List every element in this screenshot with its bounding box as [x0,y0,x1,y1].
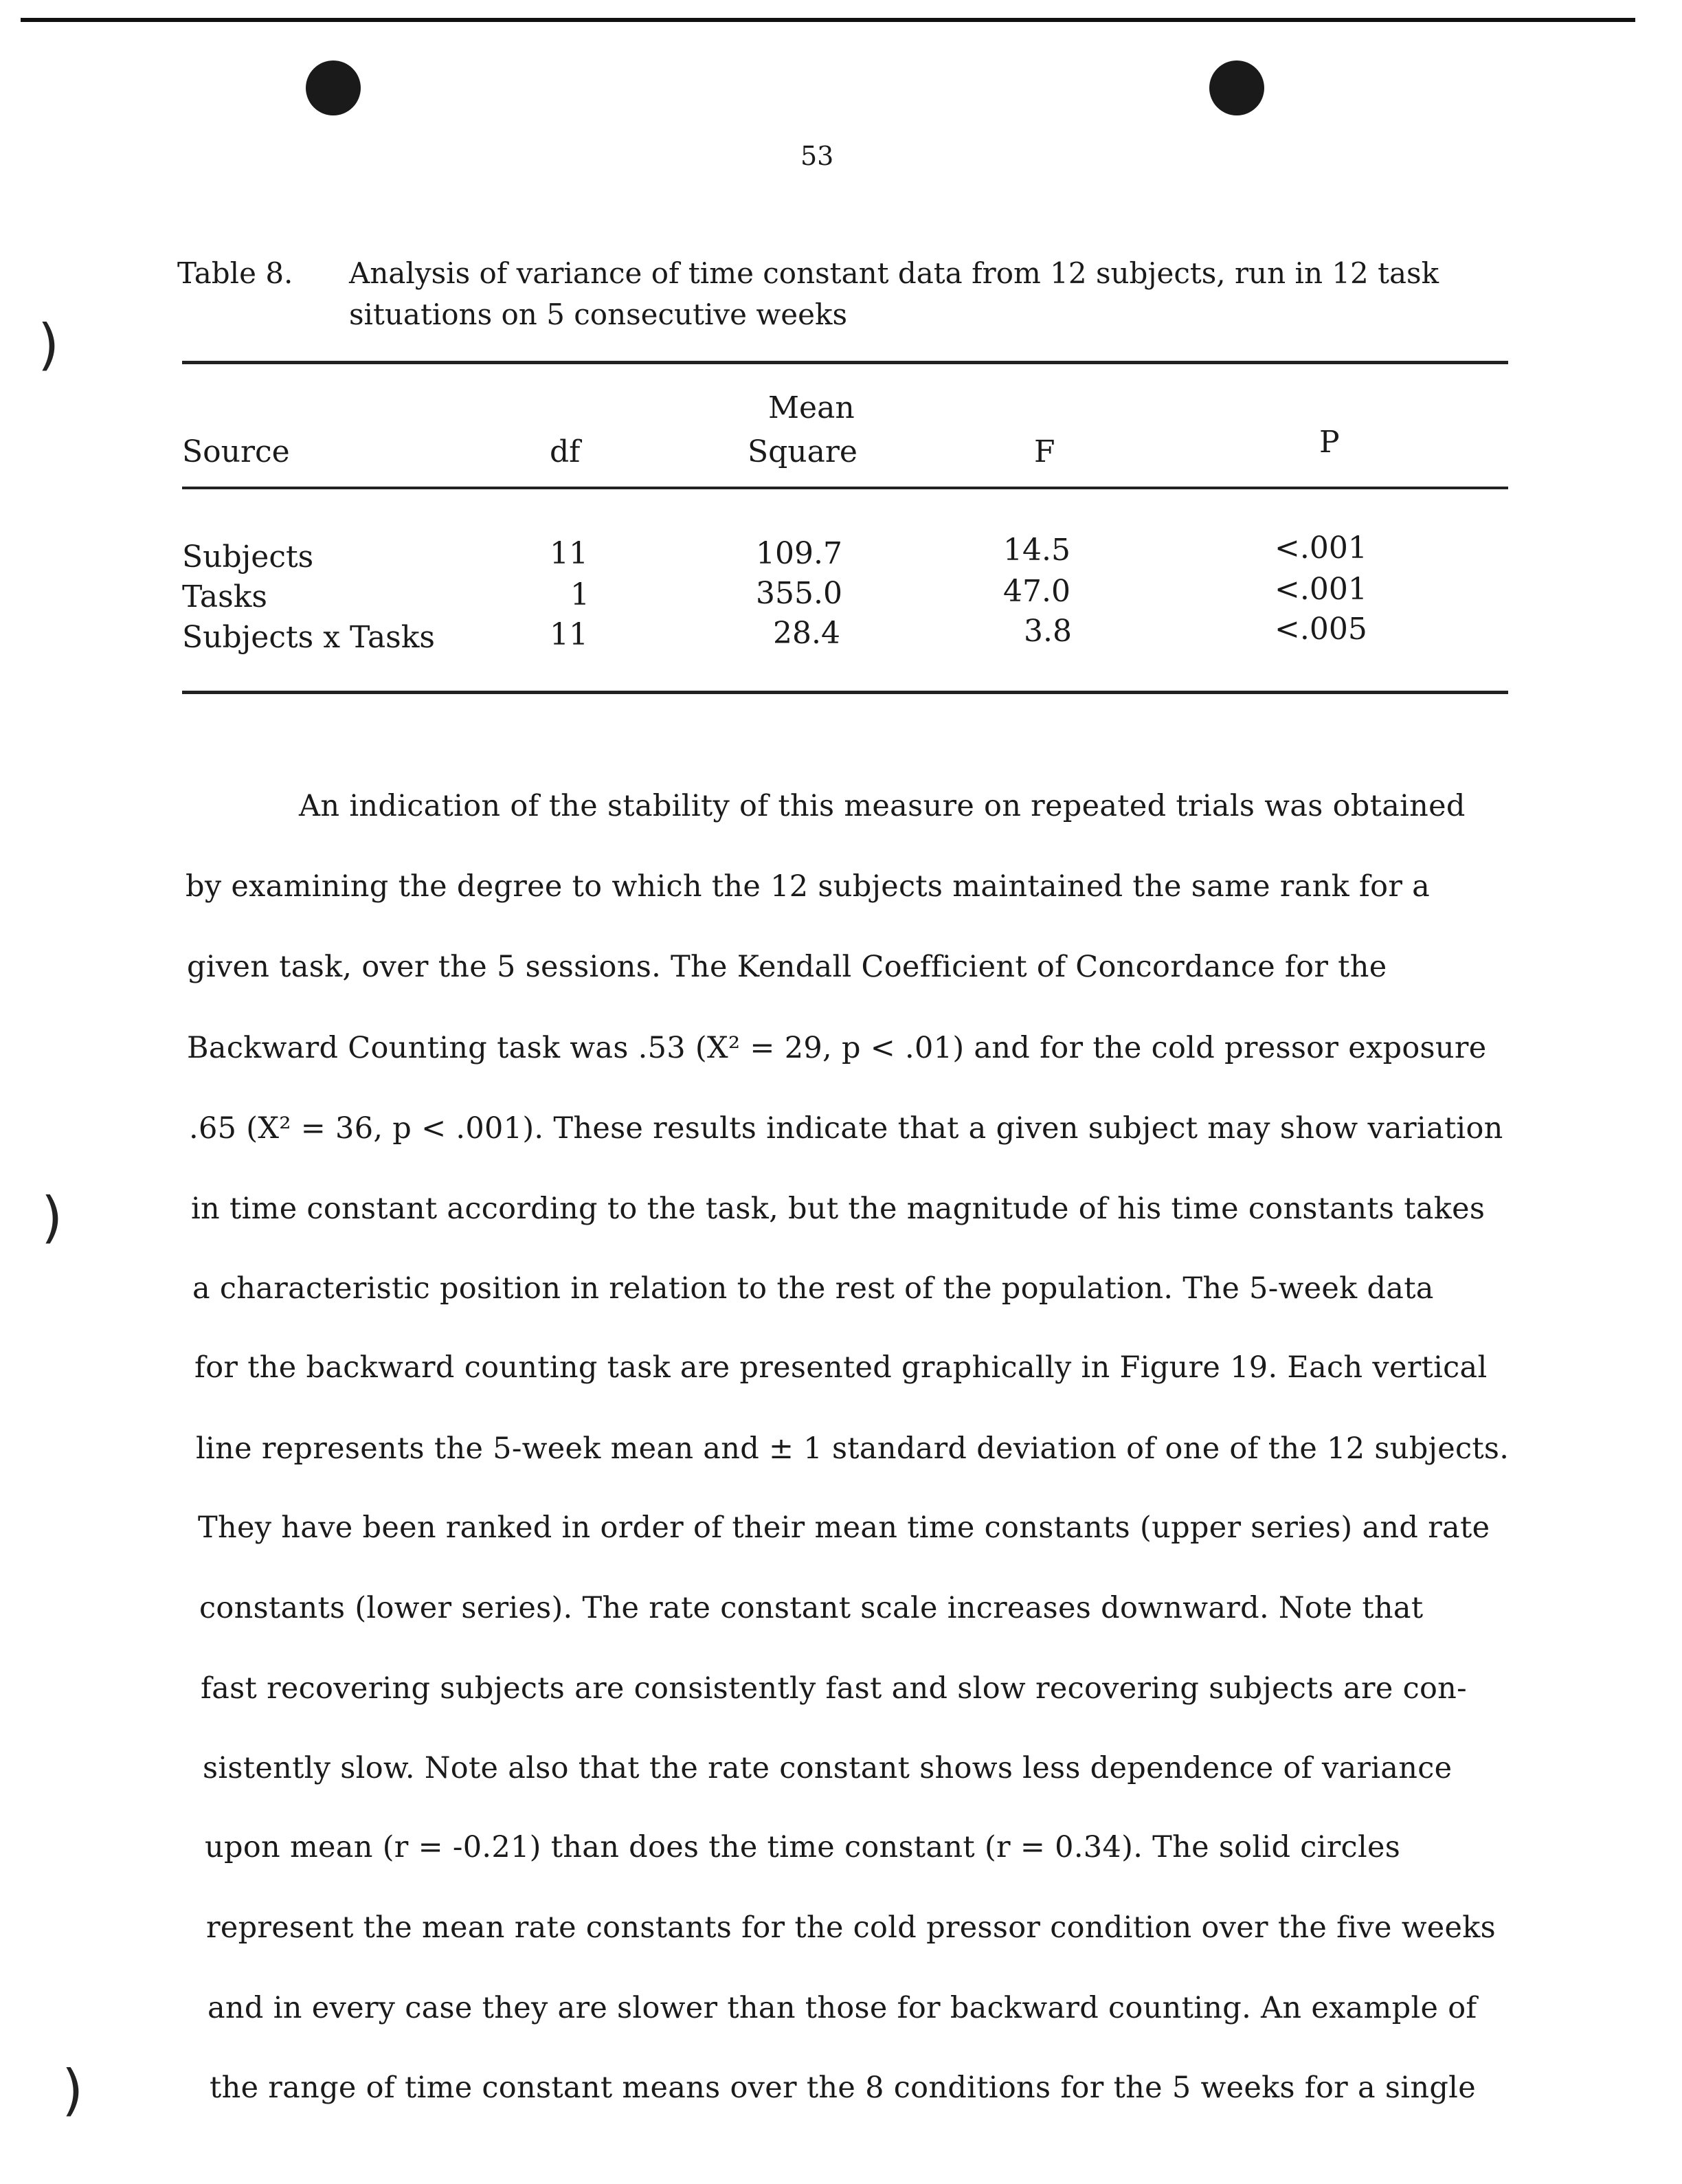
cell-df: 11 [550,617,588,652]
cell-mean-square: 109.7 [756,536,842,571]
paragraph-line: in time constant according to the task, but the magnitude of his time constants takes [191,1192,1485,1226]
margin-mark-2: ) [41,1185,63,1249]
cell-df: 1 [570,577,590,612]
top-border-line [21,18,1635,22]
header-mean-square-line2: Square [748,434,857,469]
paragraph-line: sistently slow. Note also that the rate constant shows less dependence of variance [203,1751,1453,1785]
paragraph-line: They have been ranked in order of their mean time constants (upper series) and rate [198,1511,1490,1545]
table-bottom-rule [182,691,1508,694]
header-p: P [1319,425,1340,460]
cell-df: 11 [550,536,588,571]
cell-source: Subjects x Tasks [182,620,436,655]
table-top-rule [182,361,1508,364]
table-caption-label: Table 8. [177,256,293,290]
paragraph-line: for the backward counting task are presented graphically in Figure 19. Each vertical [194,1350,1488,1385]
cell-source: Subjects [182,539,314,575]
binder-hole-right [1209,60,1264,115]
header-df: df [550,434,581,469]
binder-hole-left [306,60,361,115]
paragraph-line: line represents the 5-week mean and ± 1 standard deviation of one of the 12 subjects. [196,1431,1510,1466]
header-source: Source [182,434,290,469]
paragraph-line: .65 (X² = 36, p < .001). These results indicate that a given subject may show variation [189,1111,1503,1146]
cell-p: <.005 [1275,612,1367,647]
margin-mark-3: ) [62,2058,84,2122]
paragraph-line: upon mean (r = -0.21) than does the time constant (r = 0.34). The solid circles [205,1830,1401,1864]
paragraph-line: the range of time constant means over the 8 conditions for the 5 weeks for a single [210,2071,1476,2105]
paragraph-line: represent the mean rate constants for the cold pressor condition over the five weeks [206,1910,1496,1945]
table-caption-text: Analysis of variance of time constant data from 12 subjects, run in 12 task situations on 5 consecutive weeks [349,256,1439,331]
cell-mean-square: 355.0 [756,576,842,611]
cell-f: 3.8 [1024,614,1072,649]
paragraph-line: An indication of the stability of this measure on repeated trials was obtained [299,789,1466,823]
cell-mean-square: 28.4 [773,616,840,651]
paragraph-line: fast recovering subjects are consistently fast and slow recovering subjects are con- [201,1671,1467,1706]
table-header-rule [182,487,1508,489]
cell-f: 47.0 [1003,574,1070,609]
cell-p: <.001 [1275,531,1367,566]
header-mean-square-line1: Mean [768,390,855,425]
paragraph-line: by examining the degree to which the 12 subjects maintained the same rank for a [186,869,1431,904]
paragraph-line: constants (lower series). The rate constant scale increases downward. Note that [199,1591,1424,1625]
paragraph-line: Backward Counting task was .53 (X² = 29, p < .01) and for the cold pressor exposure [187,1031,1487,1065]
paragraph-line: and in every case they are slower than those for backward counting. An example of [208,1991,1477,2025]
paragraph-line: a characteristic position in relation to the rest of the population. The 5-week data [192,1271,1434,1306]
cell-source: Tasks [182,579,267,614]
page-number: 53 [800,141,834,171]
cell-p: <.001 [1275,572,1367,607]
margin-mark-1: ) [38,313,60,377]
paragraph-line: given task, over the 5 sessions. The Kendall Coefficient of Concordance for the [187,950,1387,984]
header-f: F [1034,434,1055,469]
cell-f: 14.5 [1003,533,1070,568]
